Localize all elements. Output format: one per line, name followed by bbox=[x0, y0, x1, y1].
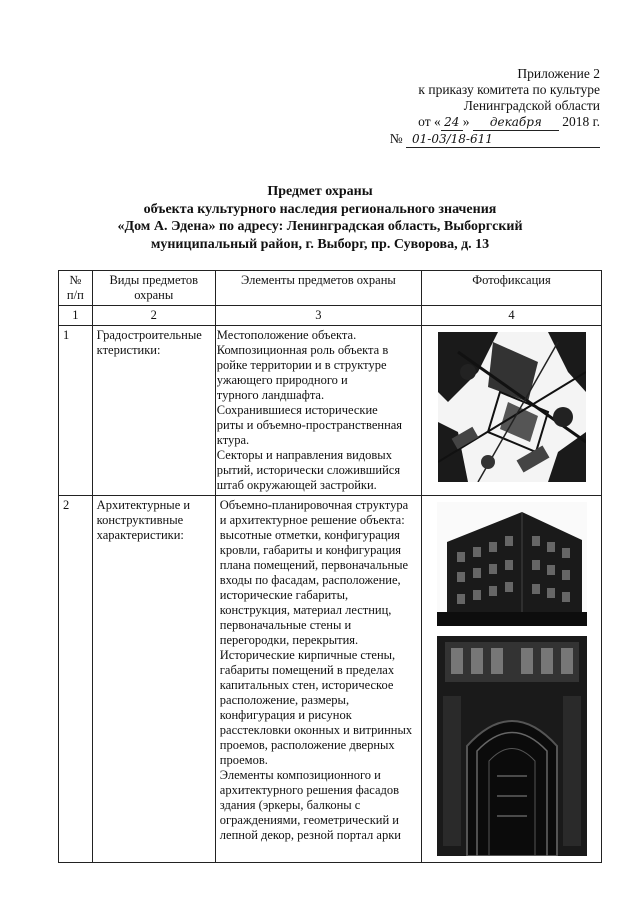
date-year: 2018 г. bbox=[562, 114, 600, 129]
appendix-region: Ленинградской области bbox=[463, 98, 600, 113]
row-elements: Объемно-планировочная структура и архитектурное решение объекта: высотные отметки, конфигурация кровли, габариты и конфигурация плана помещений, первоначальные входы по фасадам, расположение, исторические габариты, конструкция, материал лестниц, первоначальные стены и перегородки, перекрытия. Исторические кирпичные стены, габариты помещений в пределах капитальных стен, историческое расположение, размеры, конфигурация и рисунок расстекловки оконных и витринных проемов, расположение дверных проемов. Элементы композиционного и архитектурного решения фасадов здания (эркеры, балконы с ограждениями, геометрический и лепной декор, резной портал арки bbox=[215, 496, 421, 863]
row-elements: Местоположение объекта. Композиционная роль объекта в ройке территории и в структуре ужающего природного и турного ландшафта. Сохранившиеся исторические риты и объемно-пространственная ктура. Секторы и направления видовых рытий, исторически сложившийся штаб окружающей застройки. bbox=[215, 326, 421, 496]
date-month: декабря bbox=[473, 114, 559, 131]
aerial-map-photo bbox=[438, 332, 586, 482]
appendix-title: Приложение 2 bbox=[517, 66, 600, 81]
building-portal-photo bbox=[437, 636, 587, 856]
header-photo: Фотофиксация bbox=[422, 271, 602, 306]
row-type: Градостроительные ктеристики: bbox=[92, 326, 215, 496]
appendix-block bbox=[340, 66, 600, 148]
table-header-row bbox=[59, 271, 602, 306]
protection-table bbox=[58, 270, 602, 863]
header-num: № п/п bbox=[59, 271, 93, 306]
table-row bbox=[59, 326, 602, 496]
order-number: 01-03/18-611 bbox=[406, 131, 600, 148]
building-corner-photo bbox=[437, 502, 587, 626]
column-number-row: 1 2 3 4 bbox=[59, 306, 602, 326]
header-type: Виды предметов охраны bbox=[92, 271, 215, 306]
appendix-number-line: № 01-03/18-611 bbox=[340, 131, 600, 148]
header-elements: Элементы предметов охраны bbox=[215, 271, 421, 306]
document-title: Предмет охраны объекта культурного наследия регионального значения «Дом А. Эдена» по адресу: Ленинградская область, Выборгский муниципальный район, г. Выборг, пр. Суворова, д. 13 bbox=[117, 184, 523, 252]
row-num: 2 bbox=[59, 496, 93, 863]
table-row bbox=[59, 496, 602, 863]
row-photo bbox=[422, 496, 602, 863]
appendix-date-line: от « 24 » декабря 2018 г. bbox=[418, 114, 600, 129]
row-num: 1 bbox=[59, 326, 93, 496]
date-day: 24 bbox=[441, 114, 463, 131]
row-photo bbox=[422, 326, 602, 496]
row-type: Архитектурные и конструктивные характеристики: bbox=[92, 496, 215, 863]
appendix-order-ref: к приказу комитета по культуре bbox=[418, 82, 600, 97]
